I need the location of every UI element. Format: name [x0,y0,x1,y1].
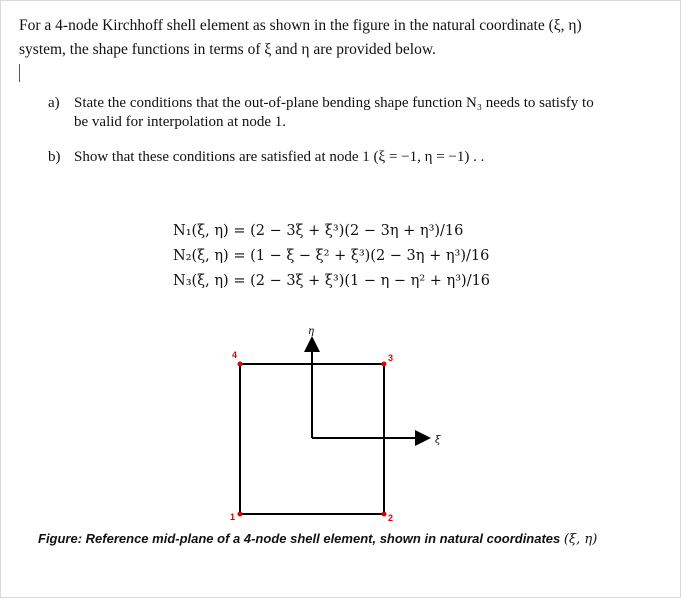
shape-function-equations [173,219,490,294]
node-2-dot [382,512,387,517]
equation-n2: N₂(ξ, η) = (1 − ξ − ξ² + ξ³)(2 − 3η + η³)/16 [173,248,490,264]
question-b-line-1: Show that these conditions are satisfied at node 1 (ξ = −1, η = −1) . . [74,149,485,165]
question-a-label: a) [48,95,60,111]
text-cursor [19,64,20,82]
node-2-label: 2 [388,513,394,522]
eta-axis-label: η [308,326,314,337]
xi-axis-label: ξ [435,435,441,446]
question-a-text [74,94,658,132]
figure-caption [38,531,658,547]
shell-element-figure [220,322,460,522]
node-4-dot [238,362,243,367]
intro-line-1: For a 4-node Kirchhoff shell element as shown in the figure in the natural coordinate (ξ, η) [19,17,582,34]
problem-statement [19,14,664,62]
question-a-line-2: be valid for interpolation at node 1. [74,114,287,130]
question-b-text [74,148,484,167]
equation-n1: N₁(ξ, η) = (2 − 3ξ + ξ³)(2 − 3η + η³)/16 [173,223,464,239]
equation-n3: N₃(ξ, η) = (2 − 3ξ + ξ³)(1 − η − η² + η³)/16 [173,273,491,289]
figure-caption-coords: (ξ, η) [563,532,598,547]
figure-caption-text: Figure: Reference mid-plane of a 4-node shell element, shown in natural coordinates [38,531,561,546]
node-3-label: 3 [388,353,394,363]
node-4-label: 4 [232,350,238,360]
question-a-line-1: State the conditions that the out-of-plane bending shape function N₃ needs to satisfy to [74,95,594,111]
node-1-dot [238,512,243,517]
question-b-label: b) [48,149,61,165]
node-1-label: 1 [230,512,236,522]
intro-line-2: system, the shape functions in terms of ξ and η are provided below. [19,41,436,58]
node-3-dot [382,362,387,367]
